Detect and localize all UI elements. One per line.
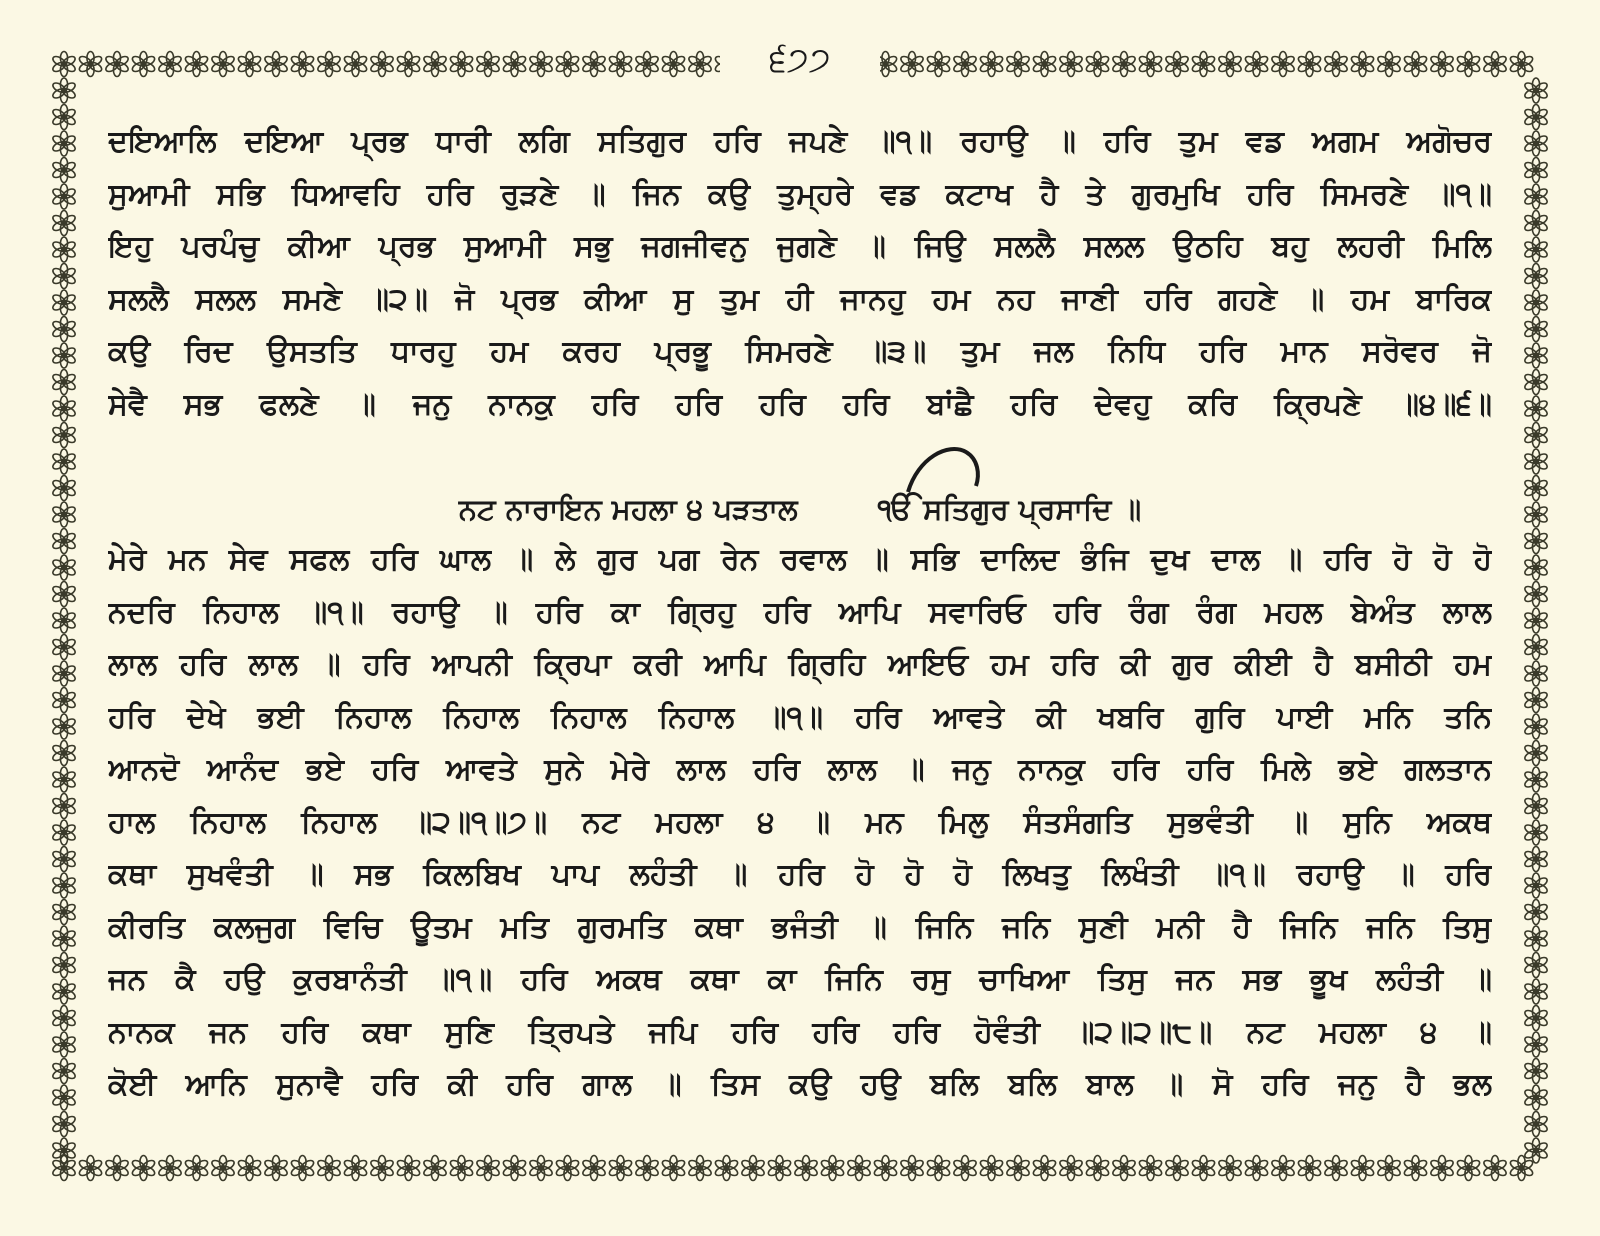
verse-line: ਲਾਲ ਹਰਿ ਲਾਲ ॥ ਹਰਿ ਆਪਨੀ ਕ੍ਰਿਪਾ ਕਰੀ ਆਪਿ ਗ੍ਰਿਹਿ ਆਇਓ ਹਮ ਹਰਿ ਕੀ ਗੁਰ ਕੀਈ ਹੈ ਬਸੀਠੀ ਹਮ <box>108 647 1492 682</box>
flower-icon <box>1403 52 1428 77</box>
verse-line: ਕਉ ਰਿਦ ਉਸਤਤਿ ਧਾਰਹੁ ਹਮ ਕਰਹ ਪ੍ਰਭੂ ਸਿਮਰਣੇ ॥੩॥ ਤੁਮ ਜਲ ਨਿਧਿ ਹਰਿ ਮਾਨ ਸਰੋਵਰ ਜੋ <box>108 334 1492 369</box>
flower-icon <box>51 847 76 872</box>
flower-icon <box>184 1156 209 1181</box>
flower-icon <box>51 529 76 554</box>
flower-icon <box>1350 52 1375 77</box>
shabad-heading <box>300 484 1300 534</box>
flower-icon <box>1164 52 1189 77</box>
flower-icon <box>51 1032 76 1057</box>
flower-icon <box>1523 900 1548 925</box>
flower-icon <box>51 661 76 686</box>
verse-line: ਨਦਰਿ ਨਿਹਾਲ ॥੧॥ ਰਹਾਉ ॥ ਹਰਿ ਕਾ ਗ੍ਰਿਹੁ ਹਰਿ ਆਪਿ ਸਵਾਰਿਓ ਹਰਿ ਰੰਗ ਰੰਗ ਮਹਲ ਬੇਅੰਤ ਲਾਲ <box>108 594 1492 630</box>
flower-icon <box>1032 52 1057 77</box>
flower-icon <box>51 582 76 607</box>
page-number: ੬੭੭ <box>720 40 880 80</box>
flower-icon <box>1523 661 1548 686</box>
flower-icon <box>1523 423 1548 448</box>
flower-icon <box>740 1156 765 1181</box>
flower-icon <box>1085 52 1110 77</box>
flower-icon <box>1523 343 1548 368</box>
flower-icon <box>449 52 474 77</box>
flower-icon <box>51 873 76 898</box>
flower-icon <box>1523 555 1548 580</box>
flower-icon <box>687 52 712 77</box>
flower-icon <box>343 1156 368 1181</box>
flower-icon <box>1523 926 1548 951</box>
verse-block-top <box>108 116 1492 431</box>
flower-icon <box>926 52 951 77</box>
flower-icon <box>51 820 76 845</box>
flower-icon <box>1297 52 1322 77</box>
flower-icon <box>661 1156 686 1181</box>
mool-mantar-heading: ੴ ਸਤਿਗੁਰ ਪ੍ਰਸਾਦਿ ॥ <box>877 492 1142 526</box>
verse-line: ਮੇਰੇ ਮਨ ਸੇਵ ਸਫਲ ਹਰਿ ਘਾਲ ॥ ਲੇ ਗੁਰ ਪਗ ਰੇਨ ਰਵਾਲ ॥ ਸਭਿ ਦਾਲਿਦ ਭੰਜਿ ਦੁਖ ਦਾਲ ॥ ਹਰਿ ਹੋ ਹੋ ਹੋ <box>108 542 1492 577</box>
flower-icon <box>51 317 76 342</box>
flower-icon <box>51 794 76 819</box>
flower-icon <box>502 1156 527 1181</box>
flower-icon <box>1523 476 1548 501</box>
flower-icon <box>1058 52 1083 77</box>
verse-line: ਸੇਵੈ ਸਭ ਫਲਣੇ ॥ ਜਨੁ ਨਾਨਕੁ ਹਰਿ ਹਰਿ ਹਰਿ ਹਰਿ ਬਾਂਛੈ ਹਰਿ ਦੇਵਹੁ ਕਰਿ ਕ੍ਰਿਪਣੇ ॥੪॥੬॥ <box>108 386 1492 422</box>
flower-icon <box>1323 52 1348 77</box>
flower-icon <box>1523 502 1548 527</box>
flower-icon <box>1482 52 1507 77</box>
flower-icon <box>1164 1156 1189 1181</box>
flower-icon <box>1058 1156 1083 1181</box>
flower-icon <box>1376 1156 1401 1181</box>
flower-icon <box>1523 635 1548 660</box>
flower-icon <box>263 1156 288 1181</box>
flower-icon <box>1523 714 1548 739</box>
flower-icon <box>1523 608 1548 633</box>
flower-icon <box>369 52 394 77</box>
flower-icon <box>1523 1059 1548 1084</box>
flower-icon <box>608 52 633 77</box>
flower-icon <box>608 1156 633 1181</box>
flower-icon <box>1523 290 1548 315</box>
flower-icon <box>51 78 76 103</box>
flower-icon <box>846 1156 871 1181</box>
flower-icon <box>1376 52 1401 77</box>
verse-line: ਸੁਆਮੀ ਸਭਿ ਧਿਆਵਹਿ ਹਰਿ ਰੁੜਣੇ ॥ ਜਿਨ ਕਉ ਤੁਮ੍ਹਰੇ ਵਡ ਕਟਾਖ ਹੈ ਤੇ ਗੁਰਮੁਖਿ ਹਰਿ ਸਿਮਰਣੇ ॥੧॥ <box>108 176 1492 212</box>
verse-line: ਕੋਈ ਆਨਿ ਸੁਨਾਵੈ ਹਰਿ ਕੀ ਹਰਿ ਗਾਲ ॥ ਤਿਸ ਕਉ ਹਉ ਬਲਿ ਬਲਿ ਬਾਲ ॥ ਸੋ ਹਰਿ ਜਨੁ ਹੈ ਭਲ <box>108 1067 1492 1102</box>
flower-icon <box>1429 1156 1454 1181</box>
flower-icon <box>104 1156 129 1181</box>
flower-icon <box>1523 1138 1548 1163</box>
flower-icon <box>1523 794 1548 819</box>
flower-icon <box>979 1156 1004 1181</box>
flower-icon <box>1217 1156 1242 1181</box>
flower-icon <box>1523 529 1548 554</box>
flower-icon <box>51 608 76 633</box>
flower-icon <box>1456 1156 1481 1181</box>
flower-icon <box>51 370 76 395</box>
flower-icon <box>449 1156 474 1181</box>
flower-icon <box>1403 1156 1428 1181</box>
flower-icon <box>396 52 421 77</box>
flower-icon <box>1523 767 1548 792</box>
flower-icon <box>51 105 76 130</box>
flower-icon <box>1523 158 1548 183</box>
flower-icon <box>555 52 580 77</box>
flower-icon <box>793 1156 818 1181</box>
flower-icon <box>51 979 76 1004</box>
flower-icon <box>952 52 977 77</box>
flower-icon <box>422 1156 447 1181</box>
flower-icon <box>316 1156 341 1181</box>
flower-icon <box>210 1156 235 1181</box>
flower-icon <box>1523 184 1548 209</box>
flower-icon <box>1429 52 1454 77</box>
flower-icon <box>634 52 659 77</box>
flower-icon <box>1523 396 1548 421</box>
flower-icon <box>51 714 76 739</box>
flower-icon <box>51 1085 76 1110</box>
flower-icon <box>714 1156 739 1181</box>
flower-icon <box>1323 1156 1348 1181</box>
flower-icon <box>1138 1156 1163 1181</box>
flower-icon <box>51 264 76 289</box>
flower-icon <box>1523 370 1548 395</box>
flower-icon <box>51 396 76 421</box>
flower-icon <box>502 52 527 77</box>
flower-icon <box>1523 237 1548 262</box>
flower-icon <box>51 555 76 580</box>
verse-line: ਇਹੁ ਪਰਪੰਚੁ ਕੀਆ ਪ੍ਰਭ ਸੁਆਮੀ ਸਭੁ ਜਗਜੀਵਨੁ ਜੁਗਣੇ ॥ ਜਿਉ ਸਲਲੈ ਸਲਲ ਉਠਹਿ ਬਹੁ ਲਹਰੀ ਮਿਲਿ <box>108 229 1492 264</box>
flower-icon <box>131 1156 156 1181</box>
flower-icon <box>51 1006 76 1031</box>
verse-line: ਦਇਆਲਿ ਦਇਆ ਪ੍ਰਭ ਧਾਰੀ ਲਗਿ ਸਤਿਗੁਰ ਹਰਿ ਜਪਣੇ ॥੧॥ ਰਹਾਉ ॥ ਹਰਿ ਤੁਮ ਵਡ ਅਗਮ ਅਗੋਚਰ <box>108 124 1492 159</box>
flower-icon <box>1523 264 1548 289</box>
flower-icon <box>184 52 209 77</box>
verse-line: ਸਲਲੈ ਸਲਲ ਸਮਣੇ ॥੨॥ ਜੋ ਪ੍ਰਭ ਕੀਆ ਸੁ ਤੁਮ ਹੀ ਜਾਨਹੁ ਹਮ ਨਹ ਜਾਣੀ ਹਰਿ ਗਹਣੇ ॥ ਹਮ ਬਾਰਿਕ <box>108 281 1492 317</box>
flower-icon <box>1523 449 1548 474</box>
flower-icon <box>528 52 553 77</box>
flower-icon <box>1523 873 1548 898</box>
flower-icon <box>51 502 76 527</box>
flower-icon <box>1482 1156 1507 1181</box>
flower-icon <box>1244 52 1269 77</box>
flower-icon <box>51 926 76 951</box>
verse-line: ਹਾਲ ਨਿਹਾਲ ਨਿਹਾਲ ॥੨॥੧॥੭॥ ਨਟ ਮਹਲਾ ੪ ॥ ਮਨ ਮਿਲੁ ਸੰਤਸੰਗਤਿ ਸੁਭਵੰਤੀ ॥ ਸੁਨਿ ਅਕਥ <box>108 804 1492 840</box>
flower-icon <box>51 449 76 474</box>
flower-icon <box>51 131 76 156</box>
flower-icon <box>926 1156 951 1181</box>
flower-icon <box>1523 1006 1548 1031</box>
flower-icon <box>475 52 500 77</box>
flower-icon <box>820 1156 845 1181</box>
flower-icon <box>51 1138 76 1163</box>
flower-icon <box>1523 105 1548 130</box>
flower-icon <box>687 1156 712 1181</box>
flower-icon <box>157 1156 182 1181</box>
flower-icon <box>1523 688 1548 713</box>
flower-icon <box>1085 1156 1110 1181</box>
flower-icon <box>1523 1032 1548 1057</box>
verse-line: ਹਰਿ ਦੇਖੇ ਭਈ ਨਿਹਾਲ ਨਿਹਾਲ ਨਿਹਾਲ ਨਿਹਾਲ ॥੧॥ ਹਰਿ ਆਵਤੇ ਕੀ ਖਬਰਿ ਗੁਰਿ ਪਾਈ ਮਨਿ ਤਨਿ <box>108 699 1492 735</box>
flower-icon <box>51 953 76 978</box>
flower-icon <box>51 688 76 713</box>
flower-icon <box>1032 1156 1057 1181</box>
flower-icon <box>51 741 76 766</box>
flower-icon <box>1523 847 1548 872</box>
flower-icon <box>899 1156 924 1181</box>
flower-icon <box>316 52 341 77</box>
flower-icon <box>1005 52 1030 77</box>
flower-icon <box>979 52 1004 77</box>
flower-icon <box>1191 1156 1216 1181</box>
flower-icon <box>1523 741 1548 766</box>
flower-icon <box>1523 582 1548 607</box>
flower-icon <box>555 1156 580 1181</box>
flower-icon <box>131 52 156 77</box>
flower-icon <box>1523 131 1548 156</box>
flower-icon <box>1456 52 1481 77</box>
flower-icon <box>369 1156 394 1181</box>
flower-icon <box>51 476 76 501</box>
flower-icon <box>51 635 76 660</box>
flower-icon <box>78 52 103 77</box>
flower-icon <box>1244 1156 1269 1181</box>
flower-icon <box>1523 820 1548 845</box>
flower-icon <box>1270 1156 1295 1181</box>
flower-icon <box>422 52 447 77</box>
flower-icon <box>1523 317 1548 342</box>
flower-icon <box>581 52 606 77</box>
raag-heading: ਨਟ ਨਾਰਾਇਨ ਮਹਲਾ ੪ ਪੜਤਾਲ <box>458 492 798 526</box>
verse-line: ਕਥਾ ਸੁਖਵੰਤੀ ॥ ਸਭ ਕਿਲਬਿਖ ਪਾਪ ਲਹੰਤੀ ॥ ਹਰਿ ਹੋ ਹੋ ਹੋ ਲਿਖਤੁ ਲਿਖੰਤੀ ॥੧॥ ਰਹਾਉ ॥ ਹਰਿ <box>108 857 1492 892</box>
flower-icon <box>343 52 368 77</box>
flower-icon <box>51 343 76 368</box>
flower-icon <box>767 1156 792 1181</box>
flower-icon <box>1523 1085 1548 1110</box>
flower-icon <box>51 158 76 183</box>
flower-icon <box>290 1156 315 1181</box>
flower-icon <box>104 52 129 77</box>
verse-line: ਨਾਨਕ ਜਨ ਹਰਿ ਕਥਾ ਸੁਣਿ ਤ੍ਰਿਪਤੇ ਜਪਿ ਹਰਿ ਹਰਿ ਹਰਿ ਹੋਵੰਤੀ ॥੨॥੨॥੮॥ ਨਟ ਮਹਲਾ ੪ ॥ <box>108 1014 1492 1050</box>
flower-icon <box>1005 1156 1030 1181</box>
flower-icon <box>528 1156 553 1181</box>
flower-icon <box>1523 953 1548 978</box>
flower-icon <box>873 1156 898 1181</box>
flower-icon <box>1523 211 1548 236</box>
flower-icon <box>581 1156 606 1181</box>
verse-line: ਜਨ ਕੈ ਹਉ ਕੁਰਬਾਨੰਤੀ ॥੧॥ ਹਰਿ ਅਕਥ ਕਥਾ ਕਾ ਜਿਨਿ ਰਸੁ ਚਾਖਿਆ ਤਿਸੁ ਜਨ ਸਭ ਭੂਖ ਲਹੰਤੀ ॥ <box>108 962 1492 997</box>
flower-icon <box>1297 1156 1322 1181</box>
flower-icon <box>899 52 924 77</box>
flower-icon <box>1523 979 1548 1004</box>
flower-icon <box>210 52 235 77</box>
flower-icon <box>475 1156 500 1181</box>
flower-icon <box>51 237 76 262</box>
verse-block-bottom <box>108 534 1492 1112</box>
flower-icon <box>1523 78 1548 103</box>
flower-icon <box>661 52 686 77</box>
flower-icon <box>1111 52 1136 77</box>
flower-icon <box>51 52 76 77</box>
flower-icon <box>1350 1156 1375 1181</box>
flower-icon <box>51 1112 76 1137</box>
flower-icon <box>51 900 76 925</box>
flower-icon <box>952 1156 977 1181</box>
flower-icon <box>634 1156 659 1181</box>
verse-line: ਆਨਦੋ ਆਨੰਦ ਭਏ ਹਰਿ ਆਵਤੇ ਸੁਨੇ ਮੇਰੇ ਲਾਲ ਹਰਿ ਲਾਲ ॥ ਜਨੁ ਨਾਨਕੁ ਹਰਿ ਹਰਿ ਮਿਲੇ ਭਏ ਗਲਤਾਨ <box>108 752 1492 787</box>
flower-icon <box>1270 52 1295 77</box>
flower-icon <box>51 1156 76 1181</box>
flower-icon <box>1111 1156 1136 1181</box>
flower-icon <box>51 184 76 209</box>
verse-line: ਕੀਰਤਿ ਕਲਜੁਗ ਵਿਚਿ ਊਤਮ ਮਤਿ ਗੁਰਮਤਿ ਕਥਾ ਭਜੰਤੀ ॥ ਜਿਨਿ ਜਨਿ ਸੁਣੀ ਮਨੀ ਹੈ ਜਿਨਿ ਜਨਿ ਤਿਸੁ <box>108 909 1492 945</box>
flower-icon <box>51 423 76 448</box>
flower-icon <box>396 1156 421 1181</box>
flower-icon <box>263 52 288 77</box>
flower-icon <box>51 767 76 792</box>
flower-icon <box>51 211 76 236</box>
flower-icon <box>1523 1112 1548 1137</box>
flower-icon <box>78 1156 103 1181</box>
flower-icon <box>237 1156 262 1181</box>
flower-icon <box>1191 52 1216 77</box>
flower-icon <box>1509 52 1534 77</box>
flower-icon <box>290 52 315 77</box>
flower-icon <box>51 1059 76 1084</box>
flower-icon <box>237 52 262 77</box>
flower-icon <box>1138 52 1163 77</box>
flower-icon <box>51 290 76 315</box>
flower-icon <box>157 52 182 77</box>
flower-icon <box>1217 52 1242 77</box>
flower-icon <box>1509 1156 1534 1181</box>
